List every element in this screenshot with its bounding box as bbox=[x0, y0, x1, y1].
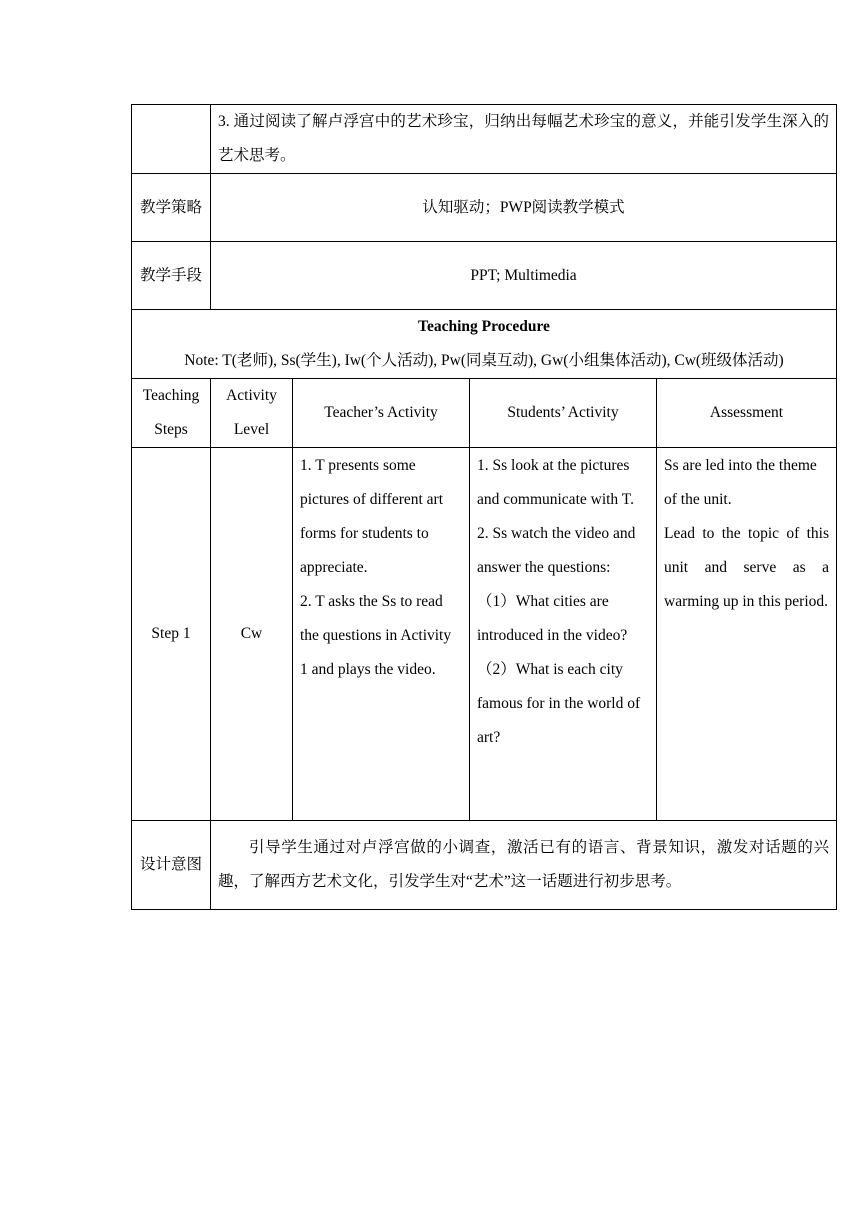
assessment-item: Ss are led into the theme of the unit. bbox=[664, 457, 817, 508]
step-1-label: Step 1 bbox=[132, 448, 211, 821]
step-1-row bbox=[132, 448, 837, 821]
assessment-cell bbox=[657, 448, 837, 821]
students-question-2: （2）What is each city famous for in the world of art? bbox=[477, 661, 641, 746]
teacher-activity-item: 2. T asks the Ss to read the questions in Activity 1 and plays the video. bbox=[300, 593, 452, 678]
design-intent-label: 设计意图 bbox=[132, 821, 211, 910]
objective-row bbox=[132, 105, 837, 174]
means-label: 教学手段 bbox=[132, 242, 211, 310]
procedure-title: Teaching Procedure bbox=[418, 318, 550, 335]
assessment-item: Lead to the topic of this unit and serve as a warming up in this period. bbox=[664, 525, 830, 610]
design-intent-row bbox=[132, 821, 837, 910]
design-intent-text: 引导学生通过对卢浮宫做的小调查，激活已有的语言、背景知识，激发对话题的兴趣，了解西方艺术文化，引发学生对“艺术”这一话题进行初步思考。 bbox=[211, 821, 837, 910]
objective-3-text: 3. 通过阅读了解卢浮宫中的艺术珍宝，归纳出每幅艺术珍宝的意义，并能引发学生深入的艺术思考。 bbox=[211, 105, 837, 174]
strategy-value: 认知驱动；PWP阅读教学模式 bbox=[211, 174, 837, 242]
means-row bbox=[132, 242, 837, 310]
procedure-header-row bbox=[132, 310, 837, 379]
teacher-activity-item: 1. T presents some pictures of different art forms for students to appreciate. bbox=[300, 457, 444, 576]
students-activity-item: 1. Ss look at the pictures and communicate with T. bbox=[477, 457, 634, 508]
teacher-activity-cell bbox=[293, 448, 470, 821]
step-1-level: Cw bbox=[211, 448, 293, 821]
col-header-activity-level: Activity Level bbox=[211, 379, 293, 448]
col-header-students-activity: Students’ Activity bbox=[470, 379, 657, 448]
objective-label-cell bbox=[132, 105, 211, 174]
strategy-label: 教学策略 bbox=[132, 174, 211, 242]
strategy-row bbox=[132, 174, 837, 242]
students-activity-item: 2. Ss watch the video and answer the questions: bbox=[477, 525, 636, 576]
students-activity-cell bbox=[470, 448, 657, 821]
lesson-plan-table bbox=[131, 104, 837, 910]
col-header-teaching-steps: Teaching Steps bbox=[132, 379, 211, 448]
means-value: PPT; Multimedia bbox=[211, 242, 837, 310]
procedure-header-cell bbox=[132, 310, 837, 379]
col-header-teacher-activity: Teacher’s Activity bbox=[293, 379, 470, 448]
col-header-assessment: Assessment bbox=[657, 379, 837, 448]
column-header-row bbox=[132, 379, 837, 448]
students-question-1: （1）What cities are introduced in the video? bbox=[477, 593, 628, 644]
procedure-note: Note: T(老师), Ss(学生), Iw(个人活动), Pw(同桌互动), Gw(小组集体活动), Cw(班级体活动) bbox=[184, 352, 784, 369]
